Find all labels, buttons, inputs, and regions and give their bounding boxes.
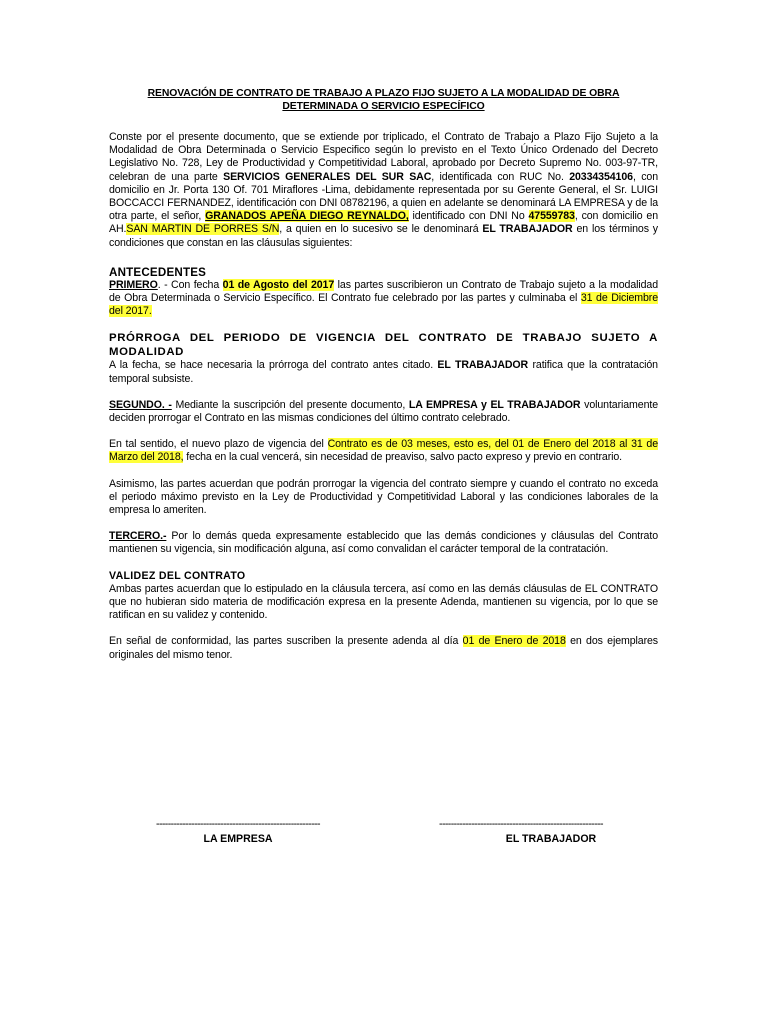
tercero-clause xyxy=(109,530,658,556)
primero-text-1: . - Con fecha xyxy=(157,278,223,291)
prorroga-text-2: ratifica que la contratación temporal subsiste. xyxy=(109,359,658,385)
intro-text-4: identificado con DNI No xyxy=(408,210,529,223)
segundo-text-2: voluntariamente deciden prorrogar el Contrato en las mismas condiciones del último contrato celebrado. xyxy=(109,398,658,425)
validez-paragraph: Ambas partes acuerdan que lo estipulado en la cláusula tercera, así como en las demás cláusulas de EL CONTRATO que no hubieran sido materia de modificación expresa en la presente Adenda, mantienen su vigencia, por lo que se ratifican en su validez y contenido. xyxy=(109,582,658,622)
primero-label: PRIMERO xyxy=(109,278,158,291)
segundo-parties: LA EMPRESA y EL TRABAJADOR xyxy=(408,398,581,411)
segundo-text-1: Mediante la suscripción del presente documento, xyxy=(171,398,409,411)
intro-text-3: , con domicilio en Jr. Porta 130 Of. 701 Miraflores -Lima, debidamente representada por su Gerente General, el Sr. LUIGI BOCCACCI FERNANDEZ, identificación con DNI 08782196, a quien en adelante se denominará LA EMPRESA y de la otra parte, el señor, xyxy=(109,170,658,223)
signature-line: -------------------------------------------------------- xyxy=(439,818,603,830)
intro-paragraph xyxy=(109,131,658,250)
primero-clause xyxy=(109,279,658,319)
signature-block-company xyxy=(145,818,331,845)
company-name: SERVICIOS GENERALES DEL SUR SAC xyxy=(223,170,432,183)
worker-address: SAN MARTIN DE PORRES S/N xyxy=(126,223,280,236)
primero-start-date: 01 de Agosto del 2017 xyxy=(222,278,335,291)
tercero-label: TERCERO.- xyxy=(109,530,167,543)
plazo-term: Contrato es de 03 meses, esto es, del 01 de Enero del 2018 al 31 de Marzo del 2018, xyxy=(109,438,658,464)
signature-block-worker xyxy=(428,818,614,845)
worker-name: GRANADOS APEÑA DIEGO REYNALDO, xyxy=(205,210,409,223)
plazo-text-1: En tal sentido, el nuevo plazo de vigencia del xyxy=(109,438,328,451)
prorroga-worker-term: EL TRABAJADOR xyxy=(437,359,529,372)
title-line-2: DETERMINADA O SERVICIO ESPECÍFICO xyxy=(282,101,485,112)
intro-text-5: , con domicilio en AH. xyxy=(109,210,658,236)
intro-text-6: , a quien en lo sucesivo se le denominará xyxy=(279,223,483,236)
intro-text-7: en los términos y condiciones que constan en las cláusulas siguientes: xyxy=(109,223,659,249)
worker-dni: 47559783 xyxy=(528,210,575,223)
prorroga-heading: PRÓRROGA DEL PERIODO DE VIGENCIA DEL CONTRATO DE TRABAJO SUJETO A MODALIDAD xyxy=(109,332,658,359)
intro-text-2: , identificada con RUC No. xyxy=(431,170,570,183)
antecedentes-heading: ANTECEDENTES xyxy=(109,265,207,279)
validez-heading: VALIDEZ DEL CONTRATO xyxy=(109,569,246,582)
conformidad-date: 01 de Enero de 2018 xyxy=(462,635,566,648)
signature-label-worker: EL TRABAJADOR xyxy=(505,833,597,845)
primero-end-date: 31 de Diciembre del 2017. xyxy=(109,292,658,318)
tercero-text: Por lo demás queda expresamente establecido que las demás condiciones y cláusulas del Contrato mantienen su vigencia, sin modificación alguna, así como convalidan el carácter temporal de la contratación. xyxy=(109,530,658,556)
intro-text-1: Conste por el presente documento, que se extiende por triplicado, el Contrato de Trabajo a Plazo Fijo Sujeto a la Modalidad de Obra Determinada o Servicio Especifico según lo previsto en el Texto Único Ordenado del Decreto Legislativo No. 728, Ley de Productividad y Competitividad Laboral, aprobado por Decreto Supremo No. 003-97-TR, celebran de una parte xyxy=(109,131,658,183)
signature-label-company: LA EMPRESA xyxy=(203,833,273,845)
title-line-1: RENOVACIÓN DE CONTRATO DE TRABAJO A PLAZO FIJO SUJETO A LA MODALIDAD DE OBRA xyxy=(147,88,620,99)
primero-text-2: las partes suscribieron un Contrato de Trabajo sujeto a la modalidad de Obra Determinada o Servicio Específico. El Contrato fue celebrado por las partes y culminaba el xyxy=(109,278,658,305)
prorroga-paragraph xyxy=(109,359,658,385)
asimismo-paragraph: Asimismo, las partes acuerdan que podrán prorrogar la vigencia del contrato siempre y cuando el contrato no exceda el periodo máximo previsto en la Ley de Productividad y Competitividad Laboral y las condiciones laborales de la empresa lo ameriten. xyxy=(109,477,658,517)
company-ruc: 20334354106 xyxy=(569,170,633,183)
segundo-label: SEGUNDO. - xyxy=(109,398,172,411)
conformidad-text-1: En señal de conformidad, las partes suscriben la presente adenda al día xyxy=(109,635,463,648)
prorroga-text-1: A la fecha, se hace necesaria la prórroga del contrato antes citado. xyxy=(109,359,438,372)
document-body xyxy=(109,87,658,662)
plazo-text-2: fecha en la cual vencerá, sin necesidad de preaviso, salvo pacto expreso y previo en contrario. xyxy=(183,451,623,464)
conformidad-paragraph xyxy=(109,635,658,661)
segundo-clause xyxy=(109,399,658,425)
conformidad-text-2: en dos ejemplares originales del mismo tenor. xyxy=(109,635,659,661)
plazo-paragraph xyxy=(109,438,658,464)
document-title xyxy=(109,87,658,113)
signature-line: -------------------------------------------------------- xyxy=(156,818,320,830)
worker-term: EL TRABAJADOR xyxy=(482,223,573,236)
